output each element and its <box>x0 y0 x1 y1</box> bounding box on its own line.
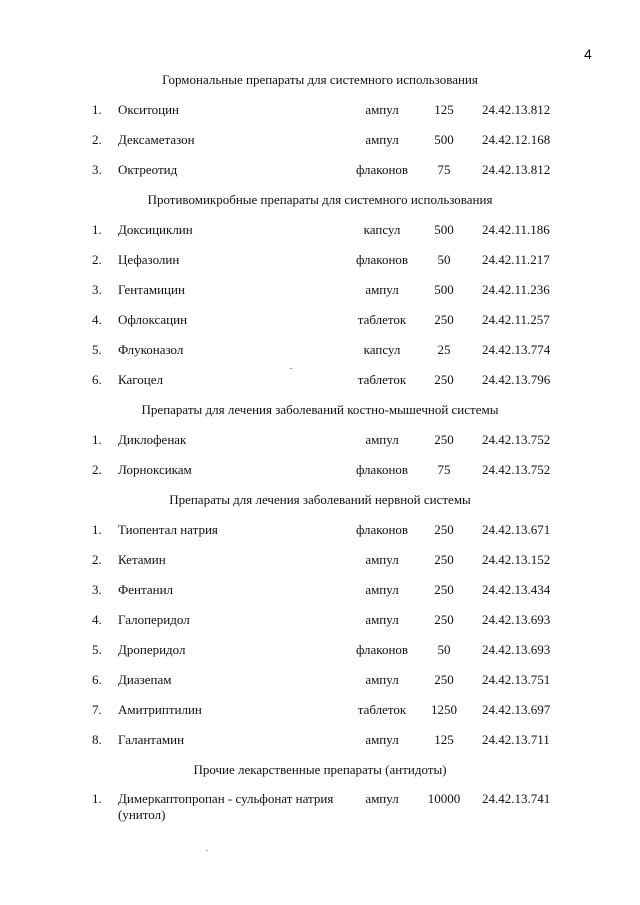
drug-name: Диклофенак <box>118 432 187 447</box>
drug-quantity: 250 <box>434 372 454 387</box>
row-number: 1. <box>92 791 102 806</box>
table-row <box>0 732 640 750</box>
drug-code: 24.42.13.774 <box>482 342 551 357</box>
drug-name: Доксициклин <box>118 222 193 237</box>
drug-name: Диазепам <box>118 672 172 687</box>
scan-speck <box>206 850 208 851</box>
drug-code: 24.42.13.812 <box>482 162 551 177</box>
drug-code: 24.42.13.697 <box>482 702 551 717</box>
drug-quantity: 75 <box>437 462 451 477</box>
row-number: 2. <box>92 252 102 267</box>
drug-unit: флаконов <box>355 642 409 657</box>
drug-name: Флуконазол <box>118 342 184 357</box>
row-number: 5. <box>92 342 102 357</box>
drug-name: Галоперидол <box>118 612 190 627</box>
drug-quantity: 50 <box>437 642 451 657</box>
section-title-hormonal: Гормональные препараты для системного использования <box>162 72 478 87</box>
drug-name: Лорноксикам <box>118 462 192 477</box>
drug-code: 24.42.13.812 <box>482 102 551 117</box>
drug-quantity: 250 <box>434 612 454 627</box>
drug-name: Октреотид <box>118 162 178 177</box>
drug-code: 24.42.11.257 <box>482 312 550 327</box>
drug-name: Тиопентал натрия <box>118 522 218 537</box>
drug-unit: капсул <box>363 342 401 357</box>
drug-unit: ампул <box>365 672 399 687</box>
table-row <box>0 612 640 630</box>
drug-quantity: 250 <box>434 582 454 597</box>
page-number: 4 <box>584 46 592 62</box>
drug-code: 24.42.13.752 <box>482 432 551 447</box>
drug-quantity: 250 <box>434 522 454 537</box>
section-title-antidotes: Прочие лекарственные препараты (антидоты) <box>193 762 447 777</box>
drug-code: 24.42.13.152 <box>482 552 551 567</box>
drug-unit: флаконов <box>355 522 409 537</box>
drug-unit: флаконов <box>355 252 409 267</box>
table-row <box>0 522 640 540</box>
drug-name: Димеркаптопропан - сульфонат натрия (унитол) <box>118 791 334 822</box>
drug-unit: таблеток <box>357 702 407 717</box>
table-row <box>0 312 640 330</box>
drug-unit: ампул <box>365 732 399 747</box>
drug-code: 24.42.13.434 <box>482 582 551 597</box>
drug-quantity: 125 <box>434 102 454 117</box>
drug-unit: капсул <box>363 222 401 237</box>
table-row <box>0 552 640 570</box>
drug-code: 24.42.13.693 <box>482 642 551 657</box>
drug-unit: ампул <box>365 132 399 147</box>
table-row <box>0 582 640 600</box>
table-row <box>0 162 640 180</box>
drug-quantity: 75 <box>437 162 451 177</box>
row-number: 1. <box>92 222 102 237</box>
drug-quantity: 500 <box>434 132 454 147</box>
table-row <box>0 672 640 690</box>
drug-unit: таблеток <box>357 372 407 387</box>
table-row <box>0 462 640 480</box>
drug-quantity: 125 <box>434 732 454 747</box>
drug-name: Дроперидол <box>118 642 186 657</box>
drug-unit: ампул <box>365 282 399 297</box>
row-number: 1. <box>92 102 102 117</box>
drug-code: 24.42.13.671 <box>482 522 551 537</box>
row-number: 2. <box>92 552 102 567</box>
drug-code: 24.42.13.796 <box>482 372 551 387</box>
drug-code: 24.42.11.217 <box>482 252 550 267</box>
drug-unit: флаконов <box>355 162 409 177</box>
drug-name: Дексаметазон <box>118 132 195 147</box>
row-number: 3. <box>92 582 102 597</box>
drug-unit: ампул <box>365 432 399 447</box>
drug-name: Амитриптилин <box>118 702 202 717</box>
drug-code: 24.42.13.752 <box>482 462 551 477</box>
drug-unit: ампул <box>365 102 399 117</box>
drug-code: 24.42.11.186 <box>482 222 550 237</box>
drug-code: 24.42.13.741 <box>482 791 551 806</box>
table-row <box>0 222 640 240</box>
row-number: 3. <box>92 162 102 177</box>
drug-quantity: 50 <box>437 252 451 267</box>
scan-speck <box>290 368 292 369</box>
drug-name: Кагоцел <box>118 372 163 387</box>
drug-quantity: 25 <box>437 342 451 357</box>
drug-quantity: 250 <box>434 312 454 327</box>
row-number: 3. <box>92 282 102 297</box>
row-number: 6. <box>92 372 102 387</box>
section-title-nervous-system: Препараты для лечения заболеваний нервной системы <box>169 492 471 507</box>
row-number: 1. <box>92 432 102 447</box>
table-row <box>0 372 640 390</box>
drug-code: 24.42.11.236 <box>482 282 550 297</box>
table-row <box>0 102 640 120</box>
drug-quantity: 250 <box>434 552 454 567</box>
table-row <box>0 132 640 150</box>
drug-quantity: 500 <box>434 222 454 237</box>
section-title-musculoskeletal: Препараты для лечения заболеваний костно-мышечной системы <box>141 402 499 417</box>
table-row <box>0 642 640 660</box>
row-number: 4. <box>92 612 102 627</box>
row-number: 1. <box>92 522 102 537</box>
drug-name: Фентанил <box>118 582 174 597</box>
drug-name: Галантамин <box>118 732 185 747</box>
drug-name: Кетамин <box>118 552 166 567</box>
drug-name: Окситоцин <box>118 102 179 117</box>
drug-name: Цефазолин <box>118 252 180 267</box>
drug-quantity: 10000 <box>427 791 461 806</box>
section-title-antimicrobial: Противомикробные препараты для системного использования <box>147 192 493 207</box>
table-row <box>0 791 640 825</box>
drug-unit: таблеток <box>357 312 407 327</box>
table-row <box>0 282 640 300</box>
row-number: 5. <box>92 642 102 657</box>
drug-quantity: 1250 <box>431 702 457 717</box>
drug-unit: ампул <box>365 612 399 627</box>
table-row <box>0 342 640 360</box>
drug-unit: ампул <box>365 582 399 597</box>
drug-code: 24.42.13.693 <box>482 612 551 627</box>
drug-code: 24.42.13.751 <box>482 672 551 687</box>
table-row <box>0 702 640 720</box>
drug-code: 24.42.13.711 <box>482 732 550 747</box>
drug-quantity: 500 <box>434 282 454 297</box>
table-row <box>0 252 640 270</box>
drug-name: Гентамицин <box>118 282 185 297</box>
drug-unit: ампул <box>365 552 399 567</box>
drug-unit: ампул <box>365 791 399 806</box>
row-number: 2. <box>92 132 102 147</box>
drug-unit: флаконов <box>355 462 409 477</box>
row-number: 4. <box>92 312 102 327</box>
drug-code: 24.42.12.168 <box>482 132 551 147</box>
row-number: 6. <box>92 672 102 687</box>
row-number: 7. <box>92 702 102 717</box>
drug-quantity: 250 <box>434 432 454 447</box>
drug-quantity: 250 <box>434 672 454 687</box>
drug-name: Офлоксацин <box>118 312 188 327</box>
row-number: 2. <box>92 462 102 477</box>
table-row <box>0 432 640 450</box>
row-number: 8. <box>92 732 102 747</box>
